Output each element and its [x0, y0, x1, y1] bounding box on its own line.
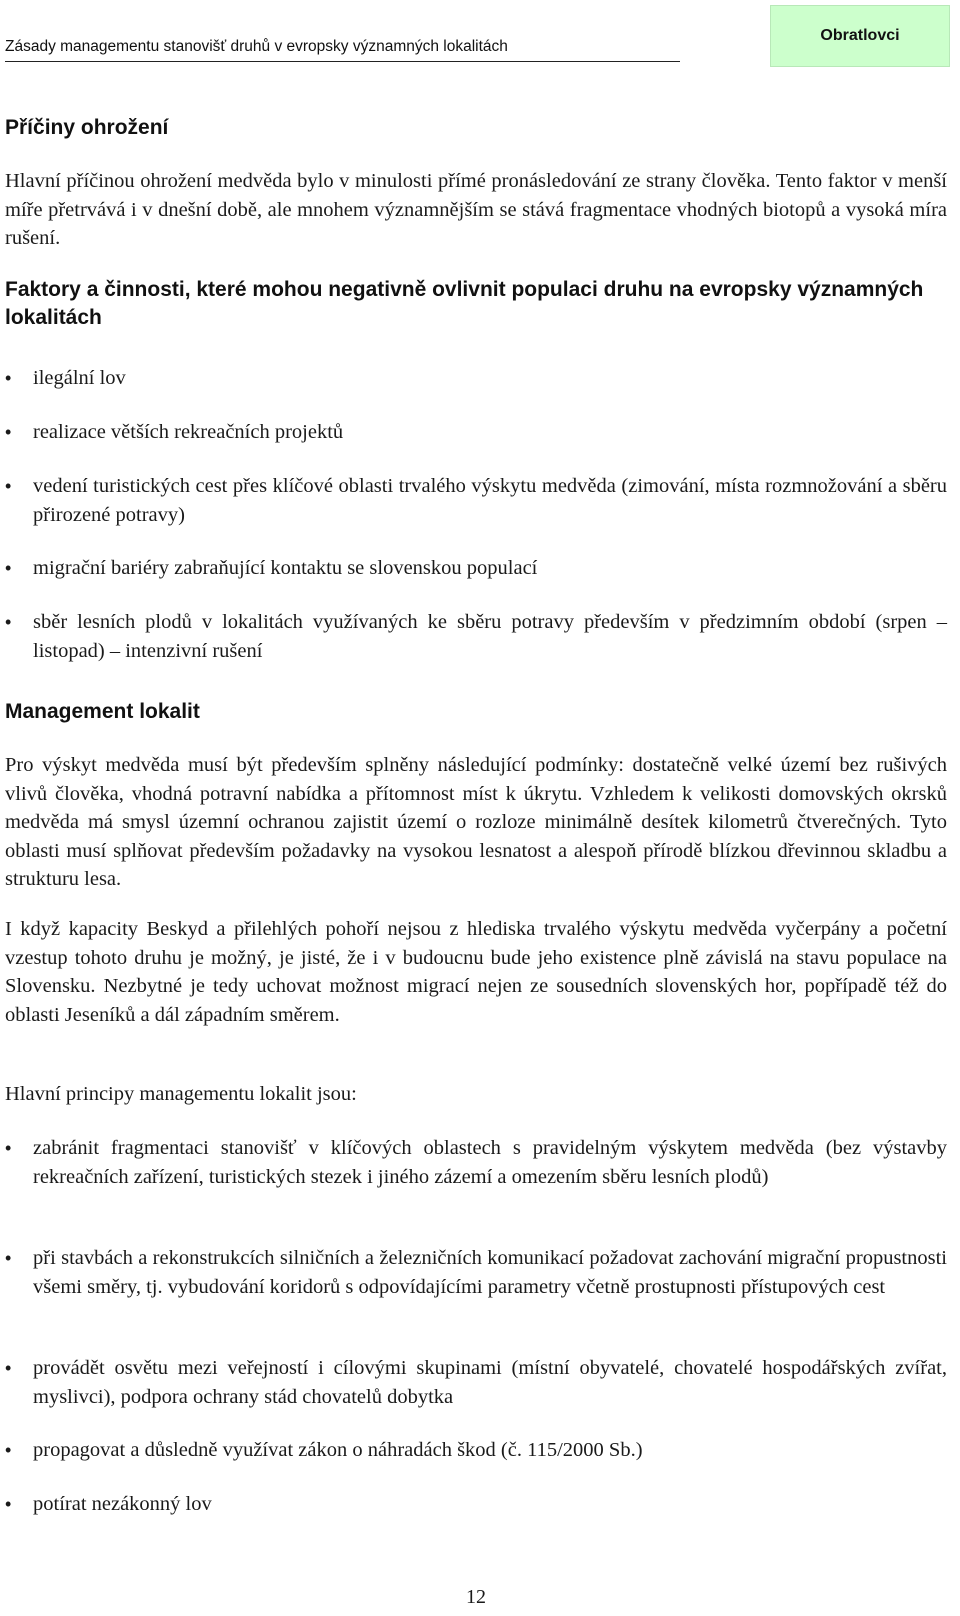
factor-item-text: ilegální lov: [33, 367, 126, 389]
section-heading-threats: Příčiny ohrožení: [5, 116, 169, 139]
principle-item-text: propagovat a důsledně využívat zákon o náhradách škod (č. 115/2000 Sb.): [33, 1439, 643, 1461]
factor-item-text: sběr lesních plodů v lokalitách využívaných ke sběru potravy především v předzimním období (srpen – listopad) – intenzivní rušení: [33, 611, 947, 662]
threats-paragraph: Hlavní příčinou ohrožení medvěda bylo v minulosti přímé pronásledování ze strany člověka. Tento faktor v menší míře přetrvává i v dnešní době, ale mnohem významnějším se stává fragmentace vhodných biotopů a vysoká míra rušení.: [5, 170, 947, 249]
bullet-icon: •: [5, 368, 12, 388]
management-paragraph-1: Pro výskyt medvěda musí být především splněny následující podmínky: dostatečně velké území bez rušivých vlivů člověka, vhodná potravní nabídka a přítomnost míst k úkrytu. Vzhledem k velikosti domovských okrsků medvěda má smysl územní ochranou zajistit území o rozloze minimálně desítek kilometrů čtverečných. Tyto oblasti musí splňovat především požadavky na vysokou lesnatost a alespoň přírodě blízkou dřevinnou skladbu a strukturu lesa.: [5, 754, 947, 890]
bullet-icon: •: [5, 1248, 12, 1268]
principle-item-text: zabránit fragmentaci stanovišť v klíčových oblastech s pravidelným výskytem medvěda (bez výstavby rekreačních zařízení, turistických stezek i jiného zázemí a omezením sběru lesních plodů): [33, 1137, 947, 1188]
principles-intro: Hlavní principy managementu lokalit jsou:: [5, 1083, 357, 1105]
factor-item-text: vedení turistických cest přes klíčové oblasti trvalého výskytu medvěda (zimování, místa rozmnožování a sběru přirozené potravy): [33, 475, 947, 526]
page-number: 12: [466, 1586, 486, 1608]
management-paragraph-2: I když kapacity Beskyd a přilehlých pohoří nejsou z hlediska trvalého výskytu medvěda vyčerpány a početní vzestup tohoto druhu je možný, je jisté, že i v budoucnu bude jeho existence plně závislá na stavu populace na Slovensku. Nezbytné je tedy uchovat možnost migrací nejen ze sousedních slovenských hor, popřípadě též do oblasti Jeseníků a dál západním směrem.: [5, 918, 947, 1026]
factor-item-text: migrační bariéry zabraňující kontaktu se slovenskou populací: [33, 557, 538, 579]
bullet-icon: •: [5, 558, 12, 578]
header-divider: [5, 61, 680, 62]
bullet-icon: •: [5, 1358, 12, 1378]
principle-item-text: provádět osvětu mezi veřejností i cílovými skupinami (místní obyvatelé, chovatelé hospodářských zvířat, myslivci), podpora ochrany stád chovatelů dobytka: [33, 1357, 947, 1408]
bullet-icon: •: [5, 476, 12, 496]
factor-item-text: realizace větších rekreačních projektů: [33, 421, 344, 443]
bullet-icon: •: [5, 1440, 12, 1460]
principle-item-text: při stavbách a rekonstrukcích silničních a železničních komunikací požadovat zachování migrační propustnosti všemi směry, tj. vybudování koridorů s odpovídajícími parametry včetně prostupnosti přístupových cest: [33, 1247, 947, 1298]
bullet-icon: •: [5, 1494, 12, 1514]
category-badge: Obratlovci: [770, 5, 950, 67]
section-heading-factors: Faktory a činnosti, které mohou negativně ovlivnit populaci druhu na evropsky významných lokalitách: [5, 278, 924, 329]
bullet-icon: •: [5, 1138, 12, 1158]
bullet-icon: •: [5, 422, 12, 442]
document-header-title: Zásady managementu stanovišť druhů v evropsky významných lokalitách: [5, 38, 508, 55]
section-heading-management: Management lokalit: [5, 700, 200, 723]
bullet-icon: •: [5, 612, 12, 632]
principle-item-text: potírat nezákonný lov: [33, 1493, 212, 1515]
